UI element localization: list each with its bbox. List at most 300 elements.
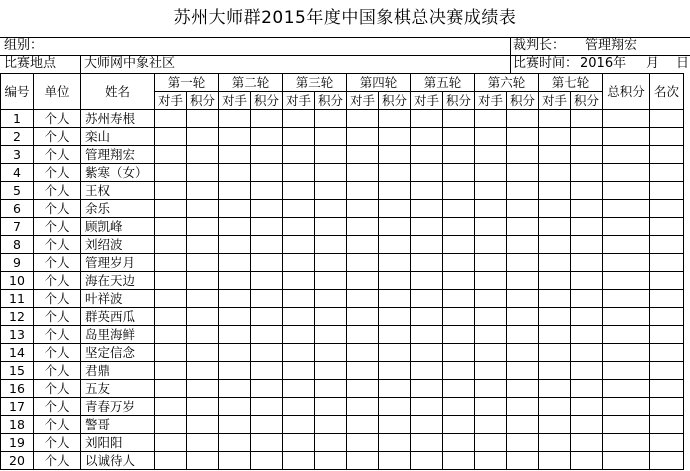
round-3-opponent-cell[interactable]	[283, 434, 315, 452]
round-2-opponent-cell[interactable]	[219, 128, 251, 146]
round-6-score-cell[interactable]	[507, 272, 539, 290]
round-1-opponent-cell[interactable]	[155, 416, 187, 434]
round-4-score-cell[interactable]	[379, 416, 411, 434]
round-7-opponent-cell[interactable]	[539, 146, 571, 164]
round-6-opponent-cell[interactable]	[475, 200, 507, 218]
round-4-score-cell[interactable]	[379, 308, 411, 326]
round-7-score-cell[interactable]	[571, 110, 603, 128]
round-6-opponent-cell[interactable]	[475, 326, 507, 344]
round-7-opponent-cell[interactable]	[539, 236, 571, 254]
round-7-opponent-cell[interactable]	[539, 128, 571, 146]
round-5-score-cell[interactable]	[443, 380, 475, 398]
round-5-score-cell[interactable]	[443, 290, 475, 308]
round-3-score-cell[interactable]	[315, 164, 347, 182]
round-7-score-cell[interactable]	[571, 452, 603, 470]
round-1-score-cell[interactable]	[187, 398, 219, 416]
round-1-score-cell[interactable]	[187, 236, 219, 254]
rank-cell[interactable]	[650, 398, 684, 416]
round-1-score-cell[interactable]	[187, 164, 219, 182]
round-2-opponent-cell[interactable]	[219, 254, 251, 272]
round-4-opponent-cell[interactable]	[347, 254, 379, 272]
round-7-score-cell[interactable]	[571, 272, 603, 290]
total-score-cell[interactable]	[603, 146, 650, 164]
round-4-opponent-cell[interactable]	[347, 362, 379, 380]
round-7-opponent-cell[interactable]	[539, 164, 571, 182]
round-1-score-cell[interactable]	[187, 344, 219, 362]
round-3-opponent-cell[interactable]	[283, 344, 315, 362]
round-4-opponent-cell[interactable]	[347, 164, 379, 182]
round-7-opponent-cell[interactable]	[539, 110, 571, 128]
round-5-score-cell[interactable]	[443, 326, 475, 344]
round-4-opponent-cell[interactable]	[347, 416, 379, 434]
round-3-score-cell[interactable]	[315, 308, 347, 326]
round-5-opponent-cell[interactable]	[411, 362, 443, 380]
total-score-cell[interactable]	[603, 164, 650, 182]
round-6-opponent-cell[interactable]	[475, 416, 507, 434]
round-6-score-cell[interactable]	[507, 344, 539, 362]
round-3-score-cell[interactable]	[315, 290, 347, 308]
round-5-opponent-cell[interactable]	[411, 380, 443, 398]
round-1-score-cell[interactable]	[187, 200, 219, 218]
round-5-opponent-cell[interactable]	[411, 182, 443, 200]
round-4-score-cell[interactable]	[379, 452, 411, 470]
round-4-opponent-cell[interactable]	[347, 344, 379, 362]
round-2-score-cell[interactable]	[251, 218, 283, 236]
round-4-opponent-cell[interactable]	[347, 182, 379, 200]
round-6-opponent-cell[interactable]	[475, 128, 507, 146]
round-6-score-cell[interactable]	[507, 236, 539, 254]
round-1-score-cell[interactable]	[187, 146, 219, 164]
round-1-score-cell[interactable]	[187, 434, 219, 452]
round-6-opponent-cell[interactable]	[475, 434, 507, 452]
round-3-score-cell[interactable]	[315, 218, 347, 236]
round-1-opponent-cell[interactable]	[155, 218, 187, 236]
round-4-opponent-cell[interactable]	[347, 380, 379, 398]
total-score-cell[interactable]	[603, 182, 650, 200]
round-4-opponent-cell[interactable]	[347, 218, 379, 236]
round-3-opponent-cell[interactable]	[283, 452, 315, 470]
round-2-opponent-cell[interactable]	[219, 380, 251, 398]
round-6-score-cell[interactable]	[507, 398, 539, 416]
round-4-opponent-cell[interactable]	[347, 452, 379, 470]
round-6-score-cell[interactable]	[507, 218, 539, 236]
round-4-score-cell[interactable]	[379, 398, 411, 416]
round-3-score-cell[interactable]	[315, 326, 347, 344]
round-1-opponent-cell[interactable]	[155, 290, 187, 308]
round-7-opponent-cell[interactable]	[539, 434, 571, 452]
round-5-opponent-cell[interactable]	[411, 146, 443, 164]
round-3-opponent-cell[interactable]	[283, 398, 315, 416]
round-7-opponent-cell[interactable]	[539, 416, 571, 434]
round-2-score-cell[interactable]	[251, 182, 283, 200]
round-6-opponent-cell[interactable]	[475, 308, 507, 326]
round-6-score-cell[interactable]	[507, 290, 539, 308]
round-6-score-cell[interactable]	[507, 254, 539, 272]
round-6-score-cell[interactable]	[507, 200, 539, 218]
round-3-opponent-cell[interactable]	[283, 200, 315, 218]
round-6-score-cell[interactable]	[507, 164, 539, 182]
round-2-score-cell[interactable]	[251, 326, 283, 344]
round-7-opponent-cell[interactable]	[539, 254, 571, 272]
round-3-opponent-cell[interactable]	[283, 380, 315, 398]
total-score-cell[interactable]	[603, 236, 650, 254]
round-4-score-cell[interactable]	[379, 146, 411, 164]
round-1-opponent-cell[interactable]	[155, 110, 187, 128]
round-5-score-cell[interactable]	[443, 416, 475, 434]
round-7-score-cell[interactable]	[571, 218, 603, 236]
rank-cell[interactable]	[650, 344, 684, 362]
round-5-opponent-cell[interactable]	[411, 254, 443, 272]
round-6-score-cell[interactable]	[507, 452, 539, 470]
round-6-score-cell[interactable]	[507, 308, 539, 326]
round-3-score-cell[interactable]	[315, 416, 347, 434]
round-7-opponent-cell[interactable]	[539, 452, 571, 470]
round-6-score-cell[interactable]	[507, 416, 539, 434]
total-score-cell[interactable]	[603, 272, 650, 290]
round-7-score-cell[interactable]	[571, 344, 603, 362]
round-1-opponent-cell[interactable]	[155, 128, 187, 146]
round-3-score-cell[interactable]	[315, 254, 347, 272]
round-2-score-cell[interactable]	[251, 308, 283, 326]
round-4-score-cell[interactable]	[379, 362, 411, 380]
round-3-score-cell[interactable]	[315, 380, 347, 398]
rank-cell[interactable]	[650, 218, 684, 236]
round-3-score-cell[interactable]	[315, 362, 347, 380]
rank-cell[interactable]	[650, 380, 684, 398]
round-2-opponent-cell[interactable]	[219, 182, 251, 200]
round-1-opponent-cell[interactable]	[155, 434, 187, 452]
round-4-opponent-cell[interactable]	[347, 290, 379, 308]
round-5-opponent-cell[interactable]	[411, 290, 443, 308]
round-7-score-cell[interactable]	[571, 182, 603, 200]
total-score-cell[interactable]	[603, 110, 650, 128]
round-7-score-cell[interactable]	[571, 254, 603, 272]
round-6-score-cell[interactable]	[507, 380, 539, 398]
round-6-opponent-cell[interactable]	[475, 272, 507, 290]
round-7-opponent-cell[interactable]	[539, 218, 571, 236]
round-4-score-cell[interactable]	[379, 326, 411, 344]
round-1-opponent-cell[interactable]	[155, 164, 187, 182]
round-2-opponent-cell[interactable]	[219, 452, 251, 470]
round-4-opponent-cell[interactable]	[347, 110, 379, 128]
round-2-opponent-cell[interactable]	[219, 110, 251, 128]
round-2-score-cell[interactable]	[251, 164, 283, 182]
round-7-opponent-cell[interactable]	[539, 290, 571, 308]
round-3-score-cell[interactable]	[315, 434, 347, 452]
round-3-score-cell[interactable]	[315, 236, 347, 254]
round-4-opponent-cell[interactable]	[347, 272, 379, 290]
round-4-score-cell[interactable]	[379, 128, 411, 146]
rank-cell[interactable]	[650, 110, 684, 128]
round-7-score-cell[interactable]	[571, 380, 603, 398]
round-5-opponent-cell[interactable]	[411, 110, 443, 128]
round-5-opponent-cell[interactable]	[411, 128, 443, 146]
rank-cell[interactable]	[650, 272, 684, 290]
round-7-opponent-cell[interactable]	[539, 380, 571, 398]
round-2-opponent-cell[interactable]	[219, 290, 251, 308]
round-3-opponent-cell[interactable]	[283, 308, 315, 326]
round-5-opponent-cell[interactable]	[411, 452, 443, 470]
rank-cell[interactable]	[650, 182, 684, 200]
round-1-score-cell[interactable]	[187, 308, 219, 326]
round-4-score-cell[interactable]	[379, 236, 411, 254]
round-5-score-cell[interactable]	[443, 110, 475, 128]
round-3-opponent-cell[interactable]	[283, 326, 315, 344]
total-score-cell[interactable]	[603, 128, 650, 146]
rank-cell[interactable]	[650, 434, 684, 452]
round-5-opponent-cell[interactable]	[411, 164, 443, 182]
total-score-cell[interactable]	[603, 218, 650, 236]
round-4-score-cell[interactable]	[379, 218, 411, 236]
round-3-opponent-cell[interactable]	[283, 164, 315, 182]
round-2-score-cell[interactable]	[251, 128, 283, 146]
round-2-opponent-cell[interactable]	[219, 164, 251, 182]
round-6-score-cell[interactable]	[507, 146, 539, 164]
round-3-score-cell[interactable]	[315, 344, 347, 362]
round-7-score-cell[interactable]	[571, 326, 603, 344]
round-6-opponent-cell[interactable]	[475, 398, 507, 416]
total-score-cell[interactable]	[603, 308, 650, 326]
total-score-cell[interactable]	[603, 254, 650, 272]
rank-cell[interactable]	[650, 308, 684, 326]
total-score-cell[interactable]	[603, 434, 650, 452]
round-3-opponent-cell[interactable]	[283, 128, 315, 146]
rank-cell[interactable]	[650, 128, 684, 146]
round-1-score-cell[interactable]	[187, 416, 219, 434]
round-2-score-cell[interactable]	[251, 416, 283, 434]
round-2-opponent-cell[interactable]	[219, 308, 251, 326]
round-1-opponent-cell[interactable]	[155, 326, 187, 344]
round-5-score-cell[interactable]	[443, 218, 475, 236]
round-5-score-cell[interactable]	[443, 362, 475, 380]
round-4-opponent-cell[interactable]	[347, 200, 379, 218]
round-7-score-cell[interactable]	[571, 200, 603, 218]
round-7-score-cell[interactable]	[571, 434, 603, 452]
round-6-opponent-cell[interactable]	[475, 452, 507, 470]
round-1-opponent-cell[interactable]	[155, 452, 187, 470]
round-5-score-cell[interactable]	[443, 452, 475, 470]
round-5-opponent-cell[interactable]	[411, 416, 443, 434]
round-7-score-cell[interactable]	[571, 164, 603, 182]
round-1-opponent-cell[interactable]	[155, 308, 187, 326]
round-3-opponent-cell[interactable]	[283, 290, 315, 308]
round-6-score-cell[interactable]	[507, 434, 539, 452]
round-2-score-cell[interactable]	[251, 362, 283, 380]
round-1-opponent-cell[interactable]	[155, 254, 187, 272]
round-4-opponent-cell[interactable]	[347, 326, 379, 344]
round-7-score-cell[interactable]	[571, 128, 603, 146]
round-3-score-cell[interactable]	[315, 272, 347, 290]
round-2-opponent-cell[interactable]	[219, 416, 251, 434]
rank-cell[interactable]	[650, 164, 684, 182]
round-1-opponent-cell[interactable]	[155, 182, 187, 200]
round-4-score-cell[interactable]	[379, 272, 411, 290]
round-6-score-cell[interactable]	[507, 362, 539, 380]
round-4-opponent-cell[interactable]	[347, 128, 379, 146]
round-5-score-cell[interactable]	[443, 182, 475, 200]
round-1-score-cell[interactable]	[187, 254, 219, 272]
round-7-opponent-cell[interactable]	[539, 308, 571, 326]
round-6-opponent-cell[interactable]	[475, 146, 507, 164]
total-score-cell[interactable]	[603, 200, 650, 218]
round-5-opponent-cell[interactable]	[411, 398, 443, 416]
round-2-score-cell[interactable]	[251, 146, 283, 164]
round-7-score-cell[interactable]	[571, 416, 603, 434]
round-5-score-cell[interactable]	[443, 272, 475, 290]
round-3-score-cell[interactable]	[315, 452, 347, 470]
round-6-score-cell[interactable]	[507, 128, 539, 146]
round-3-opponent-cell[interactable]	[283, 218, 315, 236]
total-score-cell[interactable]	[603, 452, 650, 470]
round-5-opponent-cell[interactable]	[411, 218, 443, 236]
rank-cell[interactable]	[650, 452, 684, 470]
round-1-score-cell[interactable]	[187, 272, 219, 290]
round-3-opponent-cell[interactable]	[283, 236, 315, 254]
round-2-opponent-cell[interactable]	[219, 146, 251, 164]
round-6-opponent-cell[interactable]	[475, 254, 507, 272]
round-6-score-cell[interactable]	[507, 326, 539, 344]
round-4-opponent-cell[interactable]	[347, 236, 379, 254]
round-4-opponent-cell[interactable]	[347, 398, 379, 416]
rank-cell[interactable]	[650, 236, 684, 254]
round-3-opponent-cell[interactable]	[283, 146, 315, 164]
round-1-score-cell[interactable]	[187, 452, 219, 470]
round-2-opponent-cell[interactable]	[219, 398, 251, 416]
round-1-score-cell[interactable]	[187, 110, 219, 128]
round-2-opponent-cell[interactable]	[219, 218, 251, 236]
round-2-score-cell[interactable]	[251, 110, 283, 128]
round-4-score-cell[interactable]	[379, 434, 411, 452]
round-1-opponent-cell[interactable]	[155, 272, 187, 290]
round-2-score-cell[interactable]	[251, 200, 283, 218]
round-7-opponent-cell[interactable]	[539, 398, 571, 416]
round-7-score-cell[interactable]	[571, 308, 603, 326]
round-2-opponent-cell[interactable]	[219, 272, 251, 290]
round-6-opponent-cell[interactable]	[475, 236, 507, 254]
rank-cell[interactable]	[650, 200, 684, 218]
round-1-opponent-cell[interactable]	[155, 398, 187, 416]
round-3-opponent-cell[interactable]	[283, 182, 315, 200]
round-4-score-cell[interactable]	[379, 254, 411, 272]
round-2-score-cell[interactable]	[251, 290, 283, 308]
round-3-opponent-cell[interactable]	[283, 110, 315, 128]
rank-cell[interactable]	[650, 326, 684, 344]
round-3-score-cell[interactable]	[315, 398, 347, 416]
round-7-score-cell[interactable]	[571, 290, 603, 308]
round-2-opponent-cell[interactable]	[219, 434, 251, 452]
round-5-opponent-cell[interactable]	[411, 272, 443, 290]
round-1-opponent-cell[interactable]	[155, 380, 187, 398]
round-4-score-cell[interactable]	[379, 164, 411, 182]
total-score-cell[interactable]	[603, 416, 650, 434]
round-3-opponent-cell[interactable]	[283, 416, 315, 434]
round-4-score-cell[interactable]	[379, 200, 411, 218]
total-score-cell[interactable]	[603, 398, 650, 416]
round-5-score-cell[interactable]	[443, 434, 475, 452]
total-score-cell[interactable]	[603, 290, 650, 308]
round-1-score-cell[interactable]	[187, 218, 219, 236]
round-7-opponent-cell[interactable]	[539, 272, 571, 290]
round-7-score-cell[interactable]	[571, 362, 603, 380]
round-5-score-cell[interactable]	[443, 128, 475, 146]
round-5-opponent-cell[interactable]	[411, 200, 443, 218]
round-4-score-cell[interactable]	[379, 110, 411, 128]
round-3-score-cell[interactable]	[315, 110, 347, 128]
round-4-score-cell[interactable]	[379, 290, 411, 308]
round-4-opponent-cell[interactable]	[347, 434, 379, 452]
round-7-opponent-cell[interactable]	[539, 326, 571, 344]
round-7-opponent-cell[interactable]	[539, 362, 571, 380]
round-3-opponent-cell[interactable]	[283, 272, 315, 290]
round-3-score-cell[interactable]	[315, 128, 347, 146]
round-4-score-cell[interactable]	[379, 380, 411, 398]
round-6-opponent-cell[interactable]	[475, 362, 507, 380]
round-3-opponent-cell[interactable]	[283, 254, 315, 272]
round-2-score-cell[interactable]	[251, 344, 283, 362]
round-2-opponent-cell[interactable]	[219, 362, 251, 380]
round-4-opponent-cell[interactable]	[347, 146, 379, 164]
round-6-opponent-cell[interactable]	[475, 290, 507, 308]
round-2-score-cell[interactable]	[251, 236, 283, 254]
round-1-opponent-cell[interactable]	[155, 200, 187, 218]
round-2-opponent-cell[interactable]	[219, 344, 251, 362]
round-6-opponent-cell[interactable]	[475, 164, 507, 182]
round-2-score-cell[interactable]	[251, 398, 283, 416]
round-1-opponent-cell[interactable]	[155, 362, 187, 380]
round-1-score-cell[interactable]	[187, 380, 219, 398]
rank-cell[interactable]	[650, 416, 684, 434]
round-1-score-cell[interactable]	[187, 182, 219, 200]
round-5-opponent-cell[interactable]	[411, 308, 443, 326]
round-6-opponent-cell[interactable]	[475, 110, 507, 128]
total-score-cell[interactable]	[603, 344, 650, 362]
round-2-score-cell[interactable]	[251, 254, 283, 272]
round-5-opponent-cell[interactable]	[411, 434, 443, 452]
round-5-score-cell[interactable]	[443, 146, 475, 164]
round-1-score-cell[interactable]	[187, 326, 219, 344]
round-5-score-cell[interactable]	[443, 344, 475, 362]
round-3-opponent-cell[interactable]	[283, 362, 315, 380]
round-1-opponent-cell[interactable]	[155, 236, 187, 254]
round-7-score-cell[interactable]	[571, 236, 603, 254]
total-score-cell[interactable]	[603, 326, 650, 344]
round-5-score-cell[interactable]	[443, 254, 475, 272]
round-5-score-cell[interactable]	[443, 308, 475, 326]
round-4-opponent-cell[interactable]	[347, 308, 379, 326]
round-6-opponent-cell[interactable]	[475, 218, 507, 236]
rank-cell[interactable]	[650, 254, 684, 272]
round-3-score-cell[interactable]	[315, 146, 347, 164]
rank-cell[interactable]	[650, 290, 684, 308]
round-1-score-cell[interactable]	[187, 362, 219, 380]
round-1-score-cell[interactable]	[187, 290, 219, 308]
round-6-score-cell[interactable]	[507, 110, 539, 128]
round-5-opponent-cell[interactable]	[411, 326, 443, 344]
round-5-score-cell[interactable]	[443, 236, 475, 254]
round-6-opponent-cell[interactable]	[475, 344, 507, 362]
round-6-opponent-cell[interactable]	[475, 182, 507, 200]
round-3-score-cell[interactable]	[315, 200, 347, 218]
round-5-opponent-cell[interactable]	[411, 236, 443, 254]
round-2-opponent-cell[interactable]	[219, 200, 251, 218]
round-5-score-cell[interactable]	[443, 398, 475, 416]
round-2-score-cell[interactable]	[251, 434, 283, 452]
round-7-opponent-cell[interactable]	[539, 200, 571, 218]
round-2-opponent-cell[interactable]	[219, 236, 251, 254]
round-1-opponent-cell[interactable]	[155, 146, 187, 164]
round-4-score-cell[interactable]	[379, 344, 411, 362]
round-7-opponent-cell[interactable]	[539, 182, 571, 200]
